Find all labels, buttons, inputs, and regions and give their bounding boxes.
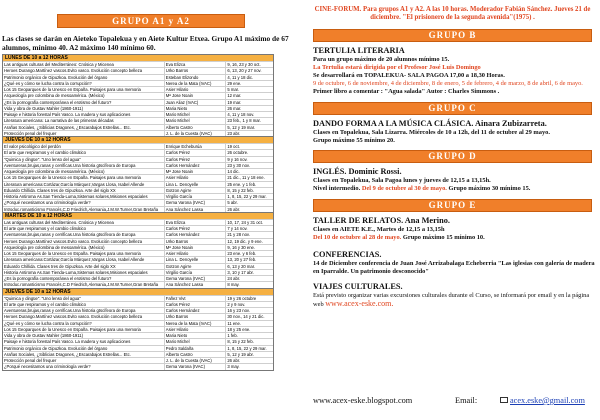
dates-cell: 23 abr. [225,131,273,136]
teacher-cell: Gema Varona (IVAC) [164,276,226,281]
dates-cell: 19 oct. [225,144,273,149]
table-row [3,351,273,357]
course-cell: Vida y obra de Gustav Mahler (1860-1911) [4,105,83,111]
course-cell: Arqueología pre colombina de mesoamérica. (México) [4,244,105,250]
table-row [3,143,273,149]
table-row [3,206,273,212]
dates-cell: 5, 12 y 19 mar. [225,125,273,130]
teacher-cell: Lina L. Denoyelle [164,182,226,187]
teacher-cell: Carlos Pérez [164,150,226,155]
group-c-line2: Grupo máximo 55 mínimo 20. [313,137,395,144]
course-cell: Protección penal del frequer [4,358,57,363]
dates-cell: 26 abr. [225,207,273,212]
course-cell: Vida y obra de Gustav Mahler (1860-1911) [4,333,83,338]
table-row [3,313,273,319]
table-row [3,174,273,180]
conferencias-block [305,250,600,276]
dates-cell: 13, 20 y 27 feb. [225,257,273,262]
schedule-band: MARTES DE 10 a 12 HORAS [3,212,273,219]
course-cell: Patrimonio orgánico de Gipuzkoa. Evolución del órgano [4,74,108,80]
course-cell: "Quimica y dingüe". "Uno lenso del agua" [4,295,81,301]
group-c-block [305,119,600,145]
course-cell: ¿Qué es y cómo se lucha contra la corrupción? [4,320,92,326]
dates-cell: 14 dic. [225,169,273,174]
teacher-cell: Juan Aliaz (IVAC) [164,100,226,105]
dates-cell: 1, 8, 15, 22 y 29 mar. [225,194,273,199]
table-row [3,80,273,86]
table-row [3,244,273,250]
dates-cell: 29 ene. [225,81,273,86]
teacher-cell: Mª Jose Noain [164,245,226,250]
conferencias-title: CONFERENCIAS. [313,250,382,259]
dates-cell: 5 mar. [225,87,273,92]
left-column [2,2,300,418]
course-cell: ¿Porqué necesitamos una criminología verde? [4,364,91,370]
group-d-level: Nivel intermedio. [313,185,361,192]
teacher-cell: Eva Elizca [164,62,226,67]
teacher-cell: Gema Varona (IVAC) [164,364,226,369]
conferencias-text: 14 de Diciembre conferencia de Juan José Arrizabalaga Echeberria "Las iglesias con galería de madera en Iparralde. Un patrimonio desconocido" [313,260,595,275]
course-cell: Aventureras,brujas,ranas y cerrificas.Una historia gtscífeora de Europa [4,308,136,313]
dates-cell: 3, 10 y 17 abr. [225,270,273,275]
table-row [3,124,273,130]
teacher-cell: Mario Michel [164,339,226,344]
teacher-cell: Asier Hilario [164,87,226,92]
teacher-cell: Carlos Hernández [164,308,226,313]
dates-cell: 6, 13 y 20 mar. [225,264,273,269]
group-b-block [305,46,600,96]
group-e-size: Grupo máximo 15 mínimo 10. [402,234,485,241]
dates-cell: 30 nov., 14 y 21 dic. [225,314,273,319]
table-row [3,67,273,73]
course-cell: Los 15 Geoparques de la Unesco en España. Paisajes para una memoria [4,87,141,92]
course-cell: Arañas Sociales, ¿Siblicias Dragones, ¿Escarabajos Estrellas... Etc. [4,124,131,130]
table-row [3,199,273,205]
teacher-cell: Mario Michel [164,112,226,117]
teacher-cell: Ana Sánchez Lassa [164,207,226,212]
email-icon [500,397,508,403]
dates-cell: 10, 17, 24 y 31 oct. [225,220,273,225]
teacher-cell: Mario Michel [164,118,226,123]
table-row [3,238,273,244]
group-d-block [305,167,600,193]
course-cell: El arte que respiramos y el cambio climático [4,301,86,307]
teacher-cell: Esteban Elizondo [164,75,226,80]
table-row [3,74,273,80]
viajes-title: VIAJES CULTURALES. [313,282,403,291]
table-row [3,281,273,287]
course-cell: Arañas Sociales, ¿Siblicias Dragones, ¿Escarabajos Estrellas... Etc. [4,351,131,357]
table-row [3,363,273,369]
table-row [3,256,273,262]
teacher-cell: Lina L. Denoyelle [164,257,226,262]
viajes-text: Está previsto organizar varias excursiones culturales durante el Curso, se informará por email y en la página web [313,292,590,308]
table-row [3,231,273,237]
course-cell: Heroes Durango.Martínez vascos.Evito vasco. Evolución concepto belleza [4,314,143,320]
group-b-book: Primer libro a comentar : "Agua salada" Autor : Charles Simmons . [313,88,500,95]
table-row [3,86,273,92]
table-row [3,225,273,231]
dates-cell: 25 ene. y 1 feb. [225,182,273,187]
table-row [3,275,273,281]
group-e-title: TALLER DE RELATOS. Ana Merino. [313,216,450,225]
table-row [3,301,273,307]
group-e-header: GRUPO E [313,199,592,212]
group-b-line3: Se desarrollará en TOPALEKUA- SALA PAGOA 17,00 a 18,30 Horas. [313,72,505,79]
table-row [3,61,273,67]
teacher-cell: Carlos Pérez [164,302,226,307]
schedule-band: JUEVES DE 10 a 12 HORAS [3,136,273,143]
dates-cell: 12, 19 dic. y 9 ene. [225,239,273,244]
dates-cell: 7 y 14 nov. [225,226,273,231]
dates-cell: 9, 16 y 30 ene. [225,245,273,250]
dates-cell: 8 may. [225,282,273,287]
table-row [3,345,273,351]
group-c-line1: Clases en Topalekua, Sala Lizarra. Miércoles de 10 a 12h, del 11 de octubre al 29 mayo. [313,129,550,136]
teacher-cell: Carlos Hernández [164,232,226,237]
table-row [3,187,273,193]
dates-cell: 23 feb., 1 y 8 mar. [225,118,273,123]
teacher-cell: Asier Hilario [164,251,226,256]
email-link-wrap[interactable] [500,396,585,405]
group-c-title: DANDO FORMA A LA MÚSICA CLÁSICA. Ainara Zubizarreta. [313,119,547,128]
table-row [3,117,273,123]
course-cell: ¿Porqué necesitamos una criminología verde? [4,200,91,206]
group-b-header: GRUPO B [313,29,592,42]
course-cell: Literatura americana: La narrativa de las primeras décadas [4,118,114,124]
dates-cell: 23 ene. y 6 feb. [225,251,273,256]
course-cell: Historia Antiroma As.San Tienda-Luma,Sistemas solares,Misiones espaciales [4,269,148,275]
table-row [3,193,273,199]
table-row [3,111,273,117]
course-cell: Arqueología pre colombina de mesoamérica. (México) [4,169,105,174]
course-cell: Aventureras,brujas,ranas y cerrificas.Una historia gtscífeora de Europa [4,232,136,238]
schedule-band: JUEVES DE 10 a 12 HORAS [3,288,273,295]
email-link[interactable]: acex.eske@gmail.com [510,396,585,405]
table-row [3,338,273,344]
table-row [3,149,273,155]
teacher-cell: Carlos Pérez [164,226,226,231]
table-row [3,295,273,301]
teacher-cell: Urko Barros [164,314,226,319]
dates-cell: 9, 16, 23 y 30 oct. [225,62,273,67]
viajes-block [305,282,600,309]
dates-cell: 9 y 16 nov. [225,157,273,162]
teacher-cell: J. L. de la Cuesta (IVAC) [164,358,226,363]
teacher-cell: Asier Hilario [164,175,226,180]
right-column [305,0,600,420]
table-row [3,320,273,326]
table-row [3,219,273,225]
teacher-cell: Mª Jose Noain [164,169,226,174]
course-cell: ¿Es la pornografía contemporánea el erotismo del futuro? [4,99,112,105]
schedule-band: LUNES DE 10 a 12 HORAS [3,54,273,61]
table-row [3,263,273,269]
table-row [3,250,273,256]
course-cell: Literatura americana:Cortázar,García Márquez,Vargas Llosa, Isabel Allende [4,257,145,263]
table-row [3,162,273,168]
teacher-cell: Alberto Castro [164,125,226,130]
group-a-intro: Las clases se darán en Aieteko Topalekua y en Aiete Kultur Etxea. Grupo A1 máximo de 67 alumnos, mínimo 40. A2 máximo 140 mínimo 60. [2,34,289,52]
dates-cell: 19 mar. [225,100,273,105]
course-cell: "Quimica y dingüe". "Uno lenso del agua" [4,156,81,162]
table-row [3,332,273,338]
schedule-table [2,54,274,371]
group-e-block [305,216,600,242]
teacher-cell: J. L. de la Cuesta (IVAC) [164,131,226,136]
course-cell: Literatura americana:Cortázar,García Márquez,Vargas Llosa, Isabel Allende [4,181,145,187]
table-row [3,181,273,187]
teacher-cell: Eva Elizca [164,220,226,225]
dates-cell: 21 y 28 nov. [225,232,273,237]
teacher-cell: Urko Barros [164,239,226,244]
cine-forum: CINE-FORUM. Para grupos A1 y A2. A las 10 horas. Moderador Fabián Sánchez. Jueves 21 de diciembre. "El prisionero de la segunda avenida"(1975) . [314,6,591,21]
dates-cell: 6, 13, 20 y 27 nov. [225,68,273,73]
dates-cell: 18 y 25 ene. [225,327,273,332]
table-row [3,168,273,174]
course-cell: El valor psicológico del perdón [4,144,61,149]
dates-cell: 8, 15 y 22 feb. [225,339,273,344]
teacher-cell: Asier Hilario [164,327,226,332]
dates-cell: 26 mar. [225,106,273,111]
dates-cell: 8, 15 y 22 feb. [225,188,273,193]
group-d-header: GRUPO D [313,150,592,163]
table-row [3,326,273,332]
table-row [3,307,273,313]
course-cell: Heroes Durango.Martínez vascos.Evito vasco. Evolución concepto belleza [4,68,143,74]
course-cell: Introduc.romanticismo Francés,C.D Friedrich,Alemania,J.M.W.Turner,Gran Bretaña [4,282,159,288]
teacher-cell: Mª Jose Noain [164,93,226,98]
dates-cell: 2 y 9 nov. [225,302,273,307]
teacher-cell: Carlos Hernández [164,163,226,168]
group-d-line1: Clases en Topalekua, Sala Pagoa lunes y jueves de 12,15 a 13,15h. [313,177,491,184]
teacher-cell: Virgilio García [164,270,226,275]
teacher-cell: Gotzon Agirre [164,188,226,193]
course-cell: El arte que respiramos y el cambio climático [4,150,86,156]
course-cell: Introduc.romanticismo Francés,C.D Friedrich,Alemania,J.M.W.Turner,Gran Bretaña [4,206,159,212]
course-cell: Las antiguas culturas del Mediterráneo: Cnósica y Micenea [4,62,114,67]
teacher-cell: Virgilio García [164,194,226,199]
table-row [3,130,273,136]
dates-cell: 1 feb. [225,333,273,338]
course-cell: Las antiguas culturas del Mediterráneo. Cnósica y Micenea [4,219,114,225]
table-row [3,92,273,98]
table-row [3,269,273,275]
teacher-cell: Gotzon Agirre [164,264,226,269]
table-row [3,357,273,363]
course-cell: Arqueología pre colombina de mesoamérica. (México) [4,93,105,99]
course-cell: Historia Antiroma As.San Tienda-Luma,Sistemas solares,Misiones espaciales [4,194,148,199]
teacher-cell: Gema Varona (IVAC) [164,200,226,205]
dates-cell: 23 y 30 nov. [225,163,273,168]
group-b-dates: 9 de octubre, 6 de noviembre, 4 de diciembre, 8 de enero, 5 de febrero, 4 de marzo, 8 de abril, 6 de mayo. [313,80,583,87]
dates-cell: 21 dic., 11 y 18 ene. [225,175,273,180]
group-d-title: INGLÉS. Dominic Rossi. [313,167,402,176]
dates-cell: 5 abr. [225,200,273,205]
table-row [3,156,273,162]
group-b-line2: La Tertulia estará dirigida por el Profesor José Luis Domingo [313,64,481,71]
course-cell: Eduardo Chillida. Clases tres de Gipuzkoa. Arte del siglo XX [4,187,116,193]
dates-cell: 26 octubre. [225,150,273,155]
group-e-dates: Del 10 de octubre al 28 de mayo. [313,234,402,241]
dates-cell: 5, 12 y 19 abr. [225,352,273,357]
course-cell: Los 15 Geoparques de la Unesco en España. Paisajes para una memoria [4,175,141,181]
teacher-cell: Nerea de la Mata (IVAC) [164,321,226,326]
viajes-web-link[interactable]: www.acex-eske.com. [325,299,394,308]
course-cell: El arte que respiramos y el cambio climático [4,226,86,231]
dates-cell: 24 abr. [225,276,273,281]
dates-cell: 3 may. [225,364,273,369]
teacher-cell: Maria Nieto [164,106,226,111]
blog-link[interactable]: www.acex-eske.blogspot.com [313,396,413,405]
course-cell: Paisaje e historia forestal País Vasco. La madera y sus aplicaciones [4,339,131,345]
dates-cell: 19 y 26 octubre [225,296,273,301]
teacher-cell: Ana Sánchez Lassa [164,282,226,287]
table-row [3,105,273,111]
group-d-dates: Del 9 de octubre al 30 de mayo. [361,185,447,192]
teacher-cell: Pedro Saldaña [164,346,226,351]
dates-cell: 16 y 23 nov. [225,308,273,313]
course-cell: ¿Es la pornografía contemporánea el erotismo del futuro? [4,276,112,281]
course-cell: Patrimonio orgánico de Gipuzkoa. Evolución del órgano [4,345,108,351]
dates-cell: 11 ene. [225,321,273,326]
group-b-title: TERTULIA LITERARIA [313,46,405,55]
group-e-line1: Clases en AIETE K.E., Martes de 12,15 a 13,15h [313,226,445,233]
group-d-size: Grupo máximo 30 mínimo 15. [448,185,531,192]
course-cell: Heroes Durango.Martínez vascos.Evito vasco. Evolución concepto belleza [4,238,143,244]
teacher-cell: Enrique Echeburúa [164,144,226,149]
dates-cell: 26 abr. [225,358,273,363]
dates-cell: 4, 11 y 18 dic. [225,75,273,80]
course-cell: Eduardo Chillida. Clases tres de Gipuzkoa. Arte del siglo XX [4,263,116,269]
teacher-cell: Alberto Castro [164,352,226,357]
dates-cell: 4, 11 y 18 nov. [225,112,273,117]
course-cell: Protección penal del frequer [4,130,57,136]
teacher-cell: Maria Nieto [164,333,226,338]
dates-cell: 1, 8, 15, 22 y 29 mar. [225,346,273,351]
course-cell: Aventureras,brujas,ranas y cerrificas.Una historia gtscífeora de Europa [4,162,136,168]
table-row [3,99,273,105]
teacher-cell: Urko Barros [164,68,226,73]
group-b-line1: Para un grupo máximo de 20 alumnos mínimo 15. [313,56,450,63]
teacher-cell: Carlos Pérez [164,157,226,162]
course-cell: ¿Qué es y cómo se lucha contra la corrupción? [4,80,92,86]
teacher-cell: Fañez Vivt [164,296,226,301]
teacher-cell: Nerea de la Mata (IVAC) [164,81,226,86]
course-cell: Los 15 Geoparques de la Unesco en España. Paisajes para una memoria [4,326,141,332]
course-cell: Los 15 Geoparques de la Unesco en España. Paisajes para una memoria [4,251,141,256]
dates-cell: 12 mar. [225,93,273,98]
group-c-header: GRUPO C [313,102,592,115]
course-cell: Paisaje e historia forestal País Vasco. La madera y sus aplicaciones [4,112,131,117]
group-a-header: GRUPO A1 y A2 [57,14,245,28]
email-label: Email: [455,396,478,405]
